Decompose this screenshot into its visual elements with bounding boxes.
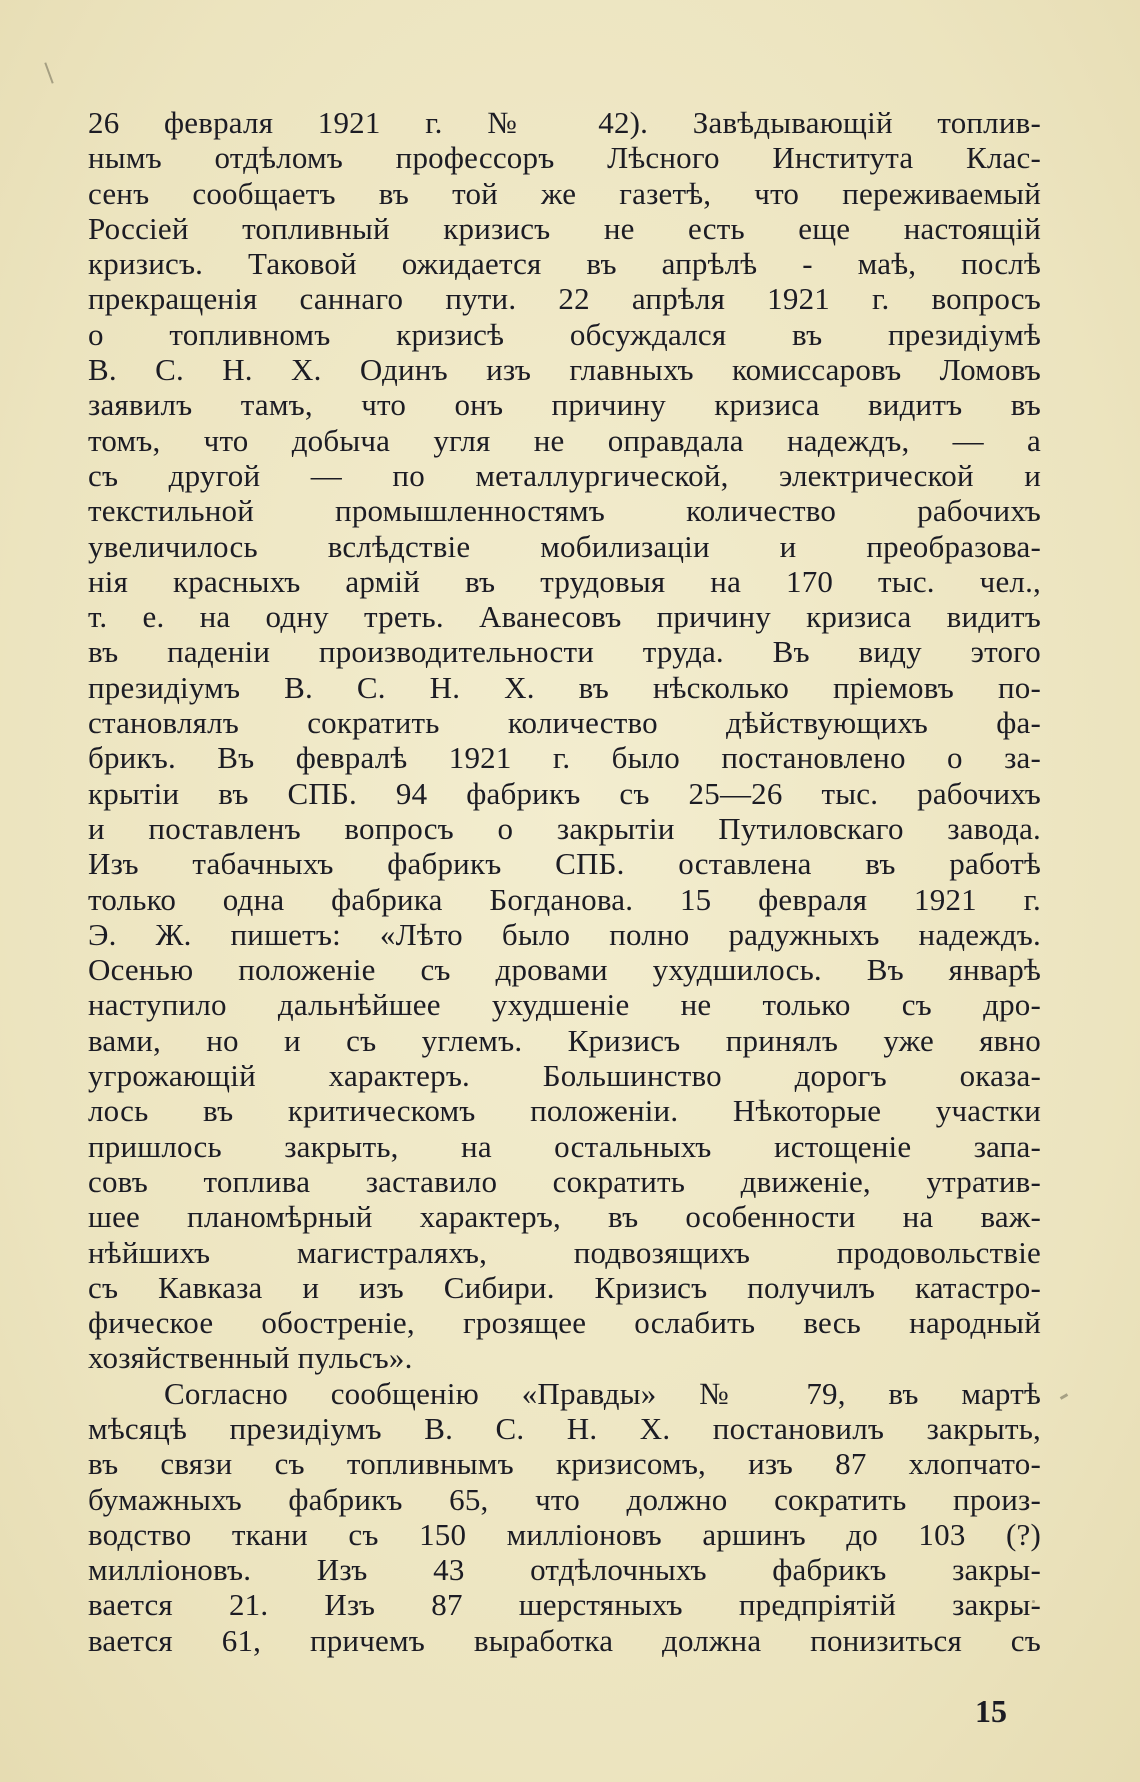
text-line: нѣйшихъ магистраляхъ, подвозящихъ продовольствіе	[88, 1234, 1041, 1270]
text-line: В. С. Н. Х. Одинъ изъ главныхъ комиссаровъ Ломовъ	[88, 352, 1041, 388]
text-line: бумажныхъ фабрикъ 65, что должно сократить произ-	[88, 1481, 1041, 1517]
text-line: брикъ. Въ февралѣ 1921 г. было постановлено о за-	[88, 740, 1041, 776]
text-line: Изъ табачныхъ фабрикъ СПБ. оставлена въ работѣ	[88, 846, 1041, 882]
text-line: фическое обостреніе, грозящее ослабить весь народный	[88, 1305, 1041, 1341]
text-line: совъ топлива заставило сократить движеніе, утратив-	[88, 1163, 1041, 1199]
text-line: нымъ отдѣломъ профессоръ Лѣсного Института Клас-	[88, 140, 1041, 176]
page-number: 15	[975, 1693, 1007, 1729]
text-line: съ другой — по металлургической, электрической и	[88, 457, 1041, 493]
text-line: президіумъ В. С. Н. Х. въ нѣсколько пріемовъ по-	[88, 669, 1041, 705]
text-line: вами, но и съ углемъ. Кризисъ принялъ уже явно	[88, 1022, 1041, 1058]
text-line: въ паденіи производительности труда. Въ виду этого	[88, 634, 1041, 670]
text-line: наступило дальнѣйшее ухудшеніе не только съ дро-	[88, 987, 1041, 1023]
text-line: милліоновъ. Изъ 43 отдѣлочныхъ фабрикъ закры-	[88, 1552, 1041, 1588]
text-line: крытіи въ СПБ. 94 фабрикъ съ 25—26 тыс. рабочихъ	[88, 775, 1041, 811]
text-line: увеличилось вслѣдствіе мобилизаціи и преобразова-	[88, 528, 1041, 564]
text-line: вается 61, причемъ выработка должна понизиться съ	[88, 1622, 1041, 1658]
text-line: 26 февраля 1921 г. № 42). Завѣдывающій топлив-	[88, 105, 1041, 140]
text-line: въ связи съ топливнымъ кризисомъ, изъ 87 хлопчато-	[88, 1446, 1041, 1482]
paper-mark	[1060, 1393, 1068, 1400]
text-line: текстильной промышленностямъ количество рабочихъ	[88, 493, 1041, 529]
text-line: о топливномъ кризисѣ обсуждался въ президіумѣ	[88, 316, 1041, 352]
text-line: шее планомѣрный характеръ, въ особенности на важ-	[88, 1199, 1041, 1235]
text-line: кризисъ. Таковой ожидается въ апрѣлѣ - маѣ, послѣ	[88, 246, 1041, 282]
text-line: водство ткани съ 150 милліоновъ аршинъ до 103 (?)	[88, 1516, 1041, 1552]
text-line: хозяйственный пульсъ».	[88, 1340, 413, 1376]
text-line: становлялъ сократить количество дѣйствующихъ фа-	[88, 705, 1041, 741]
text-line: вается 21. Изъ 87 шерстяныхъ предпріятій закры-	[88, 1587, 1041, 1623]
text-line: Э. Ж. пишетъ: «Лѣто было полно радужныхъ надеждъ.	[88, 916, 1041, 952]
text-line: Россіей топливный кризисъ не есть еще настоящій	[88, 210, 1041, 246]
text-line: Согласно сообщенію «Правды» № 79, въ мартѣ	[164, 1375, 1041, 1411]
text-line: мѣсяцѣ президіумъ В. С. Н. Х. постановилъ закрыть,	[88, 1410, 1041, 1446]
text-line: т. е. на одну треть. Аванесовъ причину кризиса видитъ	[88, 599, 1041, 635]
text-line: Осенью положеніе съ дровами ухудшилось. Въ январѣ	[88, 952, 1041, 988]
text-line: прекращенія саннаго пути. 22 апрѣля 1921 г. вопросъ	[88, 281, 1041, 317]
text-line: томъ, что добыча угля не оправдала надеждъ, — а	[88, 422, 1041, 458]
text-line: только одна фабрика Богданова. 15 февраля 1921 г.	[88, 881, 1041, 917]
body-text	[88, 105, 1041, 1658]
text-line: сенъ сообщаетъ въ той же газетѣ, что переживаемый	[88, 175, 1041, 211]
text-line: нія красныхъ армій въ трудовыя на 170 тыс. чел.,	[88, 563, 1041, 599]
text-line: лось въ критическомъ положеніи. Нѣкоторые участки	[88, 1093, 1041, 1129]
paper-mark	[44, 62, 53, 83]
text-line: пришлось закрыть, на остальныхъ истощеніе запа-	[88, 1128, 1041, 1164]
text-line: и поставленъ вопросъ о закрытіи Путиловскаго завода.	[88, 810, 1041, 846]
text-line: угрожающій характеръ. Большинство дорогъ оказа-	[88, 1058, 1041, 1094]
text-line: заявилъ тамъ, что онъ причину кризиса видитъ въ	[88, 387, 1041, 423]
text-line: съ Кавказа и изъ Сибири. Кризисъ получилъ катастро-	[88, 1269, 1041, 1305]
